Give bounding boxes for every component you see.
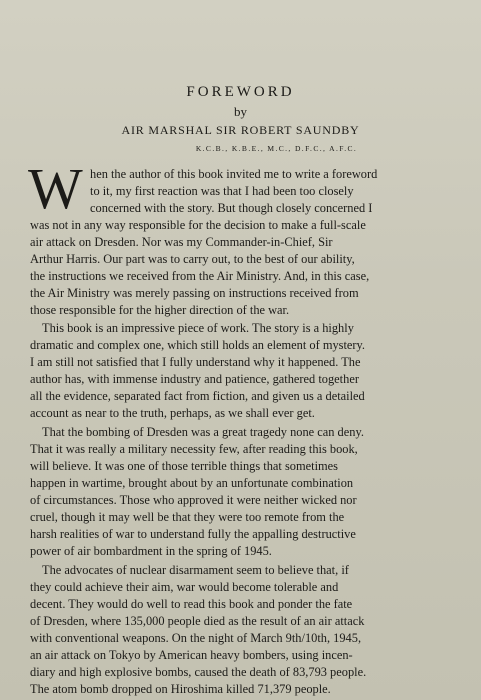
drop-cap: W [28, 156, 83, 221]
body-line: dramatic and complex one, which still holds an element of mystery. [30, 338, 366, 352]
body-line: will believe. It was one of those terrible things that sometimes [30, 459, 338, 473]
body-line: concerned with the story. But though closely concerned I [90, 201, 373, 215]
author-honours: K.C.B., K.B.E., M.C., D.F.C., A.F.C. [195, 144, 358, 153]
body-line: cruel, though it may well be that they were too remote from the [30, 510, 345, 524]
body-line: The atom bomb dropped on Hiroshima killed 71,379 people. [30, 682, 331, 696]
body-line: with conventional weapons. On the night of March 9th/10th, 1945, [30, 631, 362, 645]
foreword-title: FOREWORD [186, 84, 295, 100]
body-line: they could achieve their aim, war would become tolerable and [30, 580, 339, 594]
body-line: those responsible for the higher direction of the war. [30, 303, 290, 317]
body-line: The advocates of nuclear disarmament seem to believe that, if [42, 563, 349, 577]
body-line: diary and high explosive bombs, caused the death of 83,793 people. [30, 665, 367, 679]
body-line: That it was really a military necessity few, after reading this book, [30, 442, 358, 456]
body-line: account as near to the truth, perhaps, as we shall ever get. [30, 406, 315, 420]
body-line: I am still not satisfied that I fully understand why it happened. The [30, 355, 361, 369]
body-line: power of air bombardment in the spring of 1945. [30, 544, 272, 558]
foreword-by: by [234, 104, 247, 119]
body-line: of Dresden, where 135,000 people died as the result of an air attack [30, 614, 365, 628]
body-line: happen in wartime, brought about by an unfortunate combination [30, 476, 354, 490]
body-line: Arthur Harris. Our part was to carry out, to the best of our ability, [30, 252, 355, 266]
body-line: to it, my first reaction was that I had been too closely [90, 184, 354, 198]
body-line: This book is an impressive piece of work. The story is a highly [42, 321, 354, 335]
body-line: That the bombing of Dresden was a great tragedy none can deny. [42, 425, 364, 439]
body-line: air attack on Dresden. Nor was my Commander-in-Chief, Sir [30, 235, 333, 249]
foreword-author: AIR MARSHAL SIR ROBERT SAUNDBY [121, 123, 360, 137]
body-line: the instructions we received from the Air Ministry. And, in this case, [30, 269, 370, 283]
body-line: all the evidence, separated fact from fiction, and given us a detailed [30, 389, 365, 403]
body-line: hen the author of this book invited me to write a foreword [90, 167, 378, 181]
body-line: of circumstances. Those who approved it were neither wicked nor [30, 493, 357, 507]
body-line: the Air Ministry was merely passing on instructions received from [30, 286, 359, 300]
body-line: decent. They would do well to read this book and ponder the fate [30, 597, 353, 611]
body-line: an air attack on Tokyo by American heavy bombers, using incen- [30, 648, 353, 662]
body-line: author has, with immense industry and patience, gathered together [30, 372, 359, 386]
body-line: was not in any way responsible for the decision to make a full-scale [30, 218, 366, 232]
body-line: harsh realities of war to understand fully the appalling destructive [30, 527, 356, 541]
